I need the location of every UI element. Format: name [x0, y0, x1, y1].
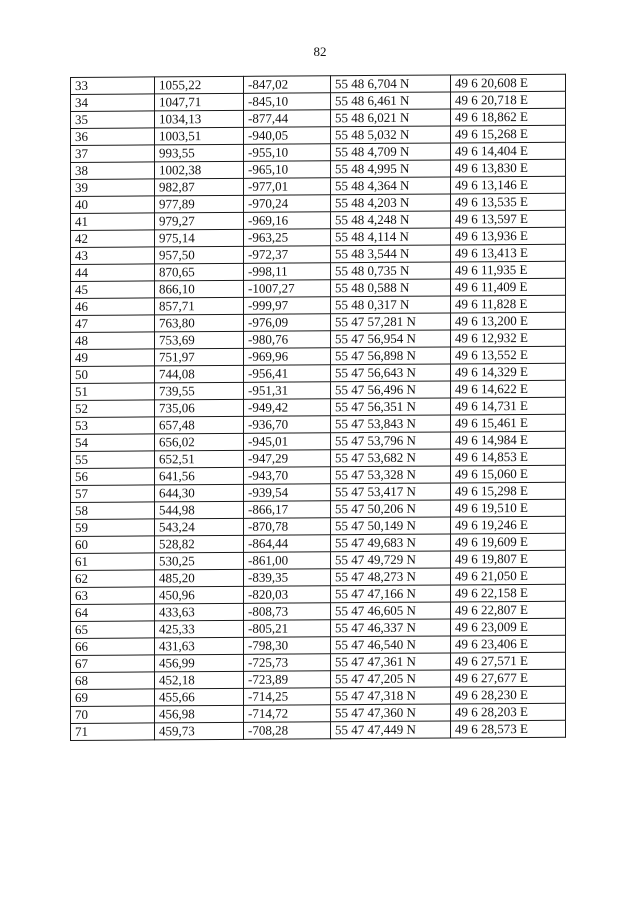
x-coordinate-cell: 528,82 — [155, 535, 244, 553]
point-number-cell: 34 — [71, 94, 155, 112]
longitude-cell: 49 6 28,573 E — [451, 720, 566, 738]
y-coordinate-cell: -798,30 — [244, 637, 331, 655]
point-number-cell: 48 — [71, 332, 155, 350]
point-number-cell: 65 — [71, 621, 155, 639]
longitude-cell: 49 6 13,936 E — [451, 227, 566, 245]
latitude-cell: 55 48 6,461 N — [331, 92, 451, 110]
point-number-cell: 47 — [71, 315, 155, 333]
latitude-cell: 55 47 56,898 N — [331, 347, 451, 365]
point-number-cell: 59 — [71, 519, 155, 537]
point-number-cell: 64 — [71, 604, 155, 622]
latitude-cell: 55 47 56,643 N — [331, 364, 451, 382]
x-coordinate-cell: 982,87 — [155, 178, 244, 196]
y-coordinate-cell: -947,29 — [244, 450, 331, 468]
point-number-cell: 71 — [71, 723, 155, 741]
coordinates-table-body — [71, 74, 566, 740]
x-coordinate-cell: 751,97 — [155, 348, 244, 366]
y-coordinate-cell: -839,35 — [244, 569, 331, 587]
longitude-cell: 49 6 19,807 E — [451, 550, 566, 568]
latitude-cell: 55 48 4,995 N — [331, 160, 451, 178]
coordinates-table-wrapper — [70, 74, 566, 741]
y-coordinate-cell: -965,10 — [244, 161, 331, 179]
latitude-cell: 55 48 3,544 N — [331, 245, 451, 263]
latitude-cell: 55 47 53,796 N — [331, 432, 451, 450]
x-coordinate-cell: 530,25 — [155, 552, 244, 570]
x-coordinate-cell: 641,56 — [155, 467, 244, 485]
y-coordinate-cell: -977,01 — [244, 178, 331, 196]
point-number-cell: 54 — [71, 434, 155, 452]
longitude-cell: 49 6 28,230 E — [451, 686, 566, 704]
x-coordinate-cell: 433,63 — [155, 603, 244, 621]
longitude-cell: 49 6 11,935 E — [451, 261, 566, 279]
longitude-cell: 49 6 28,203 E — [451, 703, 566, 721]
latitude-cell: 55 48 4,203 N — [331, 194, 451, 212]
point-number-cell: 56 — [71, 468, 155, 486]
x-coordinate-cell: 1055,22 — [155, 76, 244, 94]
latitude-cell: 55 47 49,683 N — [331, 534, 451, 552]
latitude-cell: 55 47 47,318 N — [331, 687, 451, 705]
longitude-cell: 49 6 27,571 E — [451, 652, 566, 670]
y-coordinate-cell: -998,11 — [244, 263, 331, 281]
x-coordinate-cell: 656,02 — [155, 433, 244, 451]
latitude-cell: 55 47 53,328 N — [331, 466, 451, 484]
y-coordinate-cell: -845,10 — [244, 93, 331, 111]
longitude-cell: 49 6 11,409 E — [451, 278, 566, 296]
point-number-cell: 43 — [71, 247, 155, 265]
longitude-cell: 49 6 13,830 E — [451, 159, 566, 177]
latitude-cell: 55 48 4,248 N — [331, 211, 451, 229]
longitude-cell: 49 6 19,246 E — [451, 516, 566, 534]
longitude-cell: 49 6 19,609 E — [451, 533, 566, 551]
point-number-cell: 41 — [71, 213, 155, 231]
y-coordinate-cell: -864,44 — [244, 535, 331, 553]
longitude-cell: 49 6 13,552 E — [451, 346, 566, 364]
latitude-cell: 55 47 50,149 N — [331, 517, 451, 535]
longitude-cell: 49 6 15,268 E — [451, 125, 566, 143]
y-coordinate-cell: -949,42 — [244, 399, 331, 417]
longitude-cell: 49 6 20,718 E — [451, 91, 566, 109]
point-number-cell: 44 — [71, 264, 155, 282]
latitude-cell: 55 47 57,281 N — [331, 313, 451, 331]
y-coordinate-cell: -725,73 — [244, 654, 331, 672]
x-coordinate-cell: 866,10 — [155, 280, 244, 298]
longitude-cell: 49 6 20,608 E — [451, 74, 566, 92]
point-number-cell: 33 — [71, 77, 155, 95]
coordinates-table — [70, 74, 566, 741]
y-coordinate-cell: -963,25 — [244, 229, 331, 247]
longitude-cell: 49 6 13,535 E — [451, 193, 566, 211]
y-coordinate-cell: -877,44 — [244, 110, 331, 128]
x-coordinate-cell: 543,24 — [155, 518, 244, 536]
longitude-cell: 49 6 14,622 E — [451, 380, 566, 398]
x-coordinate-cell: 763,80 — [155, 314, 244, 332]
point-number-cell: 38 — [71, 162, 155, 180]
x-coordinate-cell: 431,63 — [155, 637, 244, 655]
y-coordinate-cell: -976,09 — [244, 314, 331, 332]
latitude-cell: 55 48 6,021 N — [331, 109, 451, 127]
y-coordinate-cell: -969,96 — [244, 348, 331, 366]
latitude-cell: 55 48 0,588 N — [331, 279, 451, 297]
x-coordinate-cell: 975,14 — [155, 229, 244, 247]
latitude-cell: 55 47 49,729 N — [331, 551, 451, 569]
point-number-cell: 60 — [71, 536, 155, 554]
y-coordinate-cell: -956,41 — [244, 365, 331, 383]
longitude-cell: 49 6 12,932 E — [451, 329, 566, 347]
point-number-cell: 36 — [71, 128, 155, 146]
y-coordinate-cell: -861,00 — [244, 552, 331, 570]
longitude-cell: 49 6 22,158 E — [451, 584, 566, 602]
y-coordinate-cell: -708,28 — [244, 722, 331, 740]
y-coordinate-cell: -1007,27 — [244, 280, 331, 298]
y-coordinate-cell: -714,72 — [244, 705, 331, 723]
y-coordinate-cell: -943,70 — [244, 467, 331, 485]
y-coordinate-cell: -808,73 — [244, 603, 331, 621]
x-coordinate-cell: 425,33 — [155, 620, 244, 638]
latitude-cell: 55 47 46,337 N — [331, 619, 451, 637]
longitude-cell: 49 6 18,862 E — [451, 108, 566, 126]
point-number-cell: 37 — [71, 145, 155, 163]
x-coordinate-cell: 957,50 — [155, 246, 244, 264]
y-coordinate-cell: -999,97 — [244, 297, 331, 315]
latitude-cell: 55 47 46,540 N — [331, 636, 451, 654]
x-coordinate-cell: 652,51 — [155, 450, 244, 468]
y-coordinate-cell: -714,25 — [244, 688, 331, 706]
point-number-cell: 52 — [71, 400, 155, 418]
point-number-cell: 51 — [71, 383, 155, 401]
latitude-cell: 55 48 6,704 N — [331, 75, 451, 93]
longitude-cell: 49 6 22,807 E — [451, 601, 566, 619]
latitude-cell: 55 47 56,351 N — [331, 398, 451, 416]
longitude-cell: 49 6 27,677 E — [451, 669, 566, 687]
latitude-cell: 55 47 46,605 N — [331, 602, 451, 620]
x-coordinate-cell: 456,98 — [155, 705, 244, 723]
x-coordinate-cell: 452,18 — [155, 671, 244, 689]
point-number-cell: 46 — [71, 298, 155, 316]
longitude-cell: 49 6 23,406 E — [451, 635, 566, 653]
point-number-cell: 49 — [71, 349, 155, 367]
point-number-cell: 40 — [71, 196, 155, 214]
x-coordinate-cell: 870,65 — [155, 263, 244, 281]
latitude-cell: 55 47 47,361 N — [331, 653, 451, 671]
x-coordinate-cell: 739,55 — [155, 382, 244, 400]
latitude-cell: 55 48 0,735 N — [331, 262, 451, 280]
y-coordinate-cell: -847,02 — [244, 76, 331, 94]
latitude-cell: 55 47 50,206 N — [331, 500, 451, 518]
x-coordinate-cell: 735,06 — [155, 399, 244, 417]
x-coordinate-cell: 977,89 — [155, 195, 244, 213]
latitude-cell: 55 48 0,317 N — [331, 296, 451, 314]
point-number-cell: 63 — [71, 587, 155, 605]
latitude-cell: 55 47 53,417 N — [331, 483, 451, 501]
longitude-cell: 49 6 15,461 E — [451, 414, 566, 432]
latitude-cell: 55 48 4,709 N — [331, 143, 451, 161]
x-coordinate-cell: 1003,51 — [155, 127, 244, 145]
longitude-cell: 49 6 19,510 E — [451, 499, 566, 517]
latitude-cell: 55 48 5,032 N — [331, 126, 451, 144]
x-coordinate-cell: 544,98 — [155, 501, 244, 519]
y-coordinate-cell: -970,24 — [244, 195, 331, 213]
x-coordinate-cell: 657,48 — [155, 416, 244, 434]
longitude-cell: 49 6 14,731 E — [451, 397, 566, 415]
x-coordinate-cell: 753,69 — [155, 331, 244, 349]
longitude-cell: 49 6 23,009 E — [451, 618, 566, 636]
latitude-cell: 55 47 47,205 N — [331, 670, 451, 688]
y-coordinate-cell: -969,16 — [244, 212, 331, 230]
x-coordinate-cell: 450,96 — [155, 586, 244, 604]
point-number-cell: 69 — [71, 689, 155, 707]
x-coordinate-cell: 1002,38 — [155, 161, 244, 179]
point-number-cell: 42 — [71, 230, 155, 248]
longitude-cell: 49 6 13,200 E — [451, 312, 566, 330]
y-coordinate-cell: -980,76 — [244, 331, 331, 349]
longitude-cell: 49 6 13,146 E — [451, 176, 566, 194]
latitude-cell: 55 48 4,364 N — [331, 177, 451, 195]
y-coordinate-cell: -951,31 — [244, 382, 331, 400]
point-number-cell: 62 — [71, 570, 155, 588]
longitude-cell: 49 6 13,413 E — [451, 244, 566, 262]
latitude-cell: 55 47 53,682 N — [331, 449, 451, 467]
x-coordinate-cell: 459,73 — [155, 722, 244, 740]
point-number-cell: 45 — [71, 281, 155, 299]
point-number-cell: 53 — [71, 417, 155, 435]
y-coordinate-cell: -945,01 — [244, 433, 331, 451]
longitude-cell: 49 6 14,329 E — [451, 363, 566, 381]
longitude-cell: 49 6 14,404 E — [451, 142, 566, 160]
latitude-cell: 55 47 48,273 N — [331, 568, 451, 586]
y-coordinate-cell: -936,70 — [244, 416, 331, 434]
x-coordinate-cell: 857,71 — [155, 297, 244, 315]
x-coordinate-cell: 1047,71 — [155, 93, 244, 111]
x-coordinate-cell: 485,20 — [155, 569, 244, 587]
point-number-cell: 58 — [71, 502, 155, 520]
latitude-cell: 55 48 4,114 N — [331, 228, 451, 246]
longitude-cell: 49 6 13,597 E — [451, 210, 566, 228]
latitude-cell: 55 47 47,360 N — [331, 704, 451, 722]
point-number-cell: 70 — [71, 706, 155, 724]
latitude-cell: 55 47 56,496 N — [331, 381, 451, 399]
y-coordinate-cell: -723,89 — [244, 671, 331, 689]
y-coordinate-cell: -972,37 — [244, 246, 331, 264]
point-number-cell: 61 — [71, 553, 155, 571]
x-coordinate-cell: 1034,13 — [155, 110, 244, 128]
x-coordinate-cell: 644,30 — [155, 484, 244, 502]
latitude-cell: 55 47 47,449 N — [331, 721, 451, 739]
y-coordinate-cell: -820,03 — [244, 586, 331, 604]
x-coordinate-cell: 456,99 — [155, 654, 244, 672]
point-number-cell: 57 — [71, 485, 155, 503]
point-number-cell: 55 — [71, 451, 155, 469]
y-coordinate-cell: -940,05 — [244, 127, 331, 145]
y-coordinate-cell: -955,10 — [244, 144, 331, 162]
table-row — [71, 720, 566, 740]
longitude-cell: 49 6 15,298 E — [451, 482, 566, 500]
point-number-cell: 68 — [71, 672, 155, 690]
longitude-cell: 49 6 14,853 E — [451, 448, 566, 466]
x-coordinate-cell: 744,08 — [155, 365, 244, 383]
point-number-cell: 67 — [71, 655, 155, 673]
y-coordinate-cell: -870,78 — [244, 518, 331, 536]
x-coordinate-cell: 993,55 — [155, 144, 244, 162]
page-number: 82 — [313, 44, 327, 59]
x-coordinate-cell: 455,66 — [155, 688, 244, 706]
y-coordinate-cell: -866,17 — [244, 501, 331, 519]
point-number-cell: 35 — [71, 111, 155, 129]
point-number-cell: 50 — [71, 366, 155, 384]
longitude-cell: 49 6 15,060 E — [451, 465, 566, 483]
longitude-cell: 49 6 14,984 E — [451, 431, 566, 449]
y-coordinate-cell: -939,54 — [244, 484, 331, 502]
y-coordinate-cell: -805,21 — [244, 620, 331, 638]
x-coordinate-cell: 979,27 — [155, 212, 244, 230]
point-number-cell: 39 — [71, 179, 155, 197]
latitude-cell: 55 47 56,954 N — [331, 330, 451, 348]
latitude-cell: 55 47 53,843 N — [331, 415, 451, 433]
point-number-cell: 66 — [71, 638, 155, 656]
longitude-cell: 49 6 21,050 E — [451, 567, 566, 585]
longitude-cell: 49 6 11,828 E — [451, 295, 566, 313]
latitude-cell: 55 47 47,166 N — [331, 585, 451, 603]
